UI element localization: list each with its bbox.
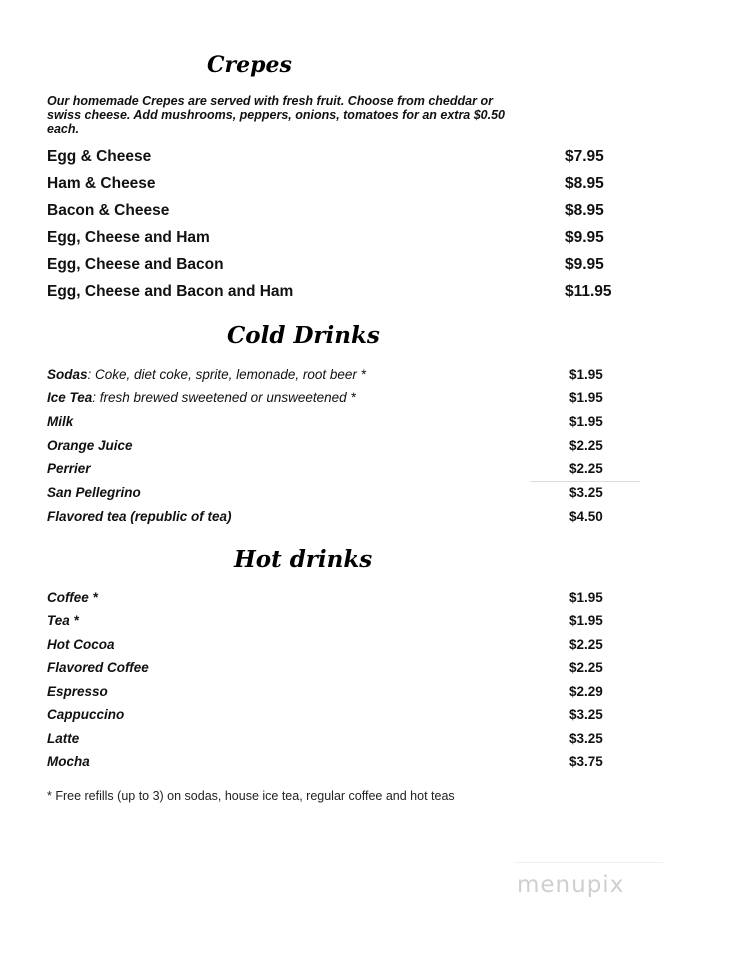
- item-label: Ice Tea: [47, 390, 93, 405]
- footnote: * Free refills (up to 3) on sodas, house ice tea, regular coffee and hot teas: [47, 789, 455, 803]
- item-name: [47, 366, 366, 384]
- item-name: Perrier: [47, 461, 91, 476]
- item-name: Egg, Cheese and Ham: [47, 229, 210, 246]
- menu-item: [47, 255, 617, 279]
- menu-item: [47, 228, 617, 252]
- item-name: [47, 389, 356, 407]
- item-price: $2.25: [569, 461, 603, 476]
- item-price: $1.95: [569, 367, 603, 382]
- menu-item: [47, 753, 617, 777]
- item-price: $1.95: [569, 414, 603, 429]
- hot-drinks-title: Hot drinks: [234, 546, 373, 573]
- crepes-intro: Our homemade Crepes are served with fresh fruit. Choose from cheddar or swiss cheese. Add mushrooms, peppers, onions, tomatoes for an extra $0.50 each.: [47, 94, 506, 136]
- menu-item: [47, 683, 617, 707]
- item-label: Sodas: [47, 367, 88, 382]
- divider: [530, 481, 640, 482]
- item-price: $1.95: [569, 613, 603, 628]
- menu-item: [47, 508, 617, 532]
- menu-item: [47, 612, 617, 636]
- item-price: $3.75: [569, 754, 603, 769]
- item-price: $2.25: [569, 438, 603, 453]
- menu-item: [47, 659, 617, 683]
- menu-item: [47, 282, 617, 306]
- item-name: Cappuccino: [47, 707, 125, 722]
- item-name: Ham & Cheese: [47, 175, 156, 192]
- divider: [515, 862, 663, 863]
- item-name: Egg & Cheese: [47, 148, 152, 165]
- item-price: $2.25: [569, 660, 603, 675]
- menu-item: [47, 730, 617, 754]
- item-price: $8.95: [565, 202, 604, 219]
- item-name: Tea *: [47, 613, 79, 628]
- item-description: : fresh brewed sweetened or unsweetened *: [92, 390, 356, 405]
- menu-item: [47, 389, 617, 413]
- item-name: Egg, Cheese and Bacon and Ham: [47, 283, 294, 300]
- item-name: Latte: [47, 731, 80, 746]
- menu-item: [47, 366, 617, 390]
- crepes-title: Crepes: [207, 52, 292, 78]
- item-name: Flavored Coffee: [47, 660, 149, 675]
- menu-item: [47, 437, 617, 461]
- item-price: $3.25: [569, 707, 603, 722]
- menu-item: [47, 484, 617, 508]
- item-price: $2.29: [569, 684, 603, 699]
- menu-item: [47, 147, 617, 171]
- item-name: Milk: [47, 414, 74, 429]
- item-price: $8.95: [565, 175, 604, 192]
- item-price: $3.25: [569, 485, 603, 500]
- item-name: San Pellegrino: [47, 485, 141, 500]
- menu-item: [47, 636, 617, 660]
- item-name: Espresso: [47, 684, 108, 699]
- item-name: Bacon & Cheese: [47, 202, 170, 219]
- item-price: $2.25: [569, 637, 603, 652]
- item-price: $9.95: [565, 229, 604, 246]
- item-price: $1.95: [569, 390, 603, 405]
- item-price: $11.95: [565, 283, 612, 300]
- item-price: $3.25: [569, 731, 603, 746]
- menu-item: [47, 201, 617, 225]
- menu-item: [47, 174, 617, 198]
- item-name: Orange Juice: [47, 438, 133, 453]
- item-price: $7.95: [565, 148, 604, 165]
- item-price: $4.50: [569, 509, 603, 524]
- menu-item: [47, 413, 617, 437]
- item-name: Coffee *: [47, 590, 98, 605]
- item-description: : Coke, diet coke, sprite, lemonade, root beer *: [87, 367, 366, 382]
- cold-drinks-title: Cold Drinks: [227, 322, 380, 349]
- watermark: menupix: [517, 872, 625, 898]
- item-name: Egg, Cheese and Bacon: [47, 256, 224, 273]
- menu-item: [47, 706, 617, 730]
- item-price: $1.95: [569, 590, 603, 605]
- item-name: Flavored tea (republic of tea): [47, 509, 232, 524]
- item-name: Hot Cocoa: [47, 637, 115, 652]
- menu-item: [47, 589, 617, 613]
- item-price: $9.95: [565, 256, 604, 273]
- item-name: Mocha: [47, 754, 90, 769]
